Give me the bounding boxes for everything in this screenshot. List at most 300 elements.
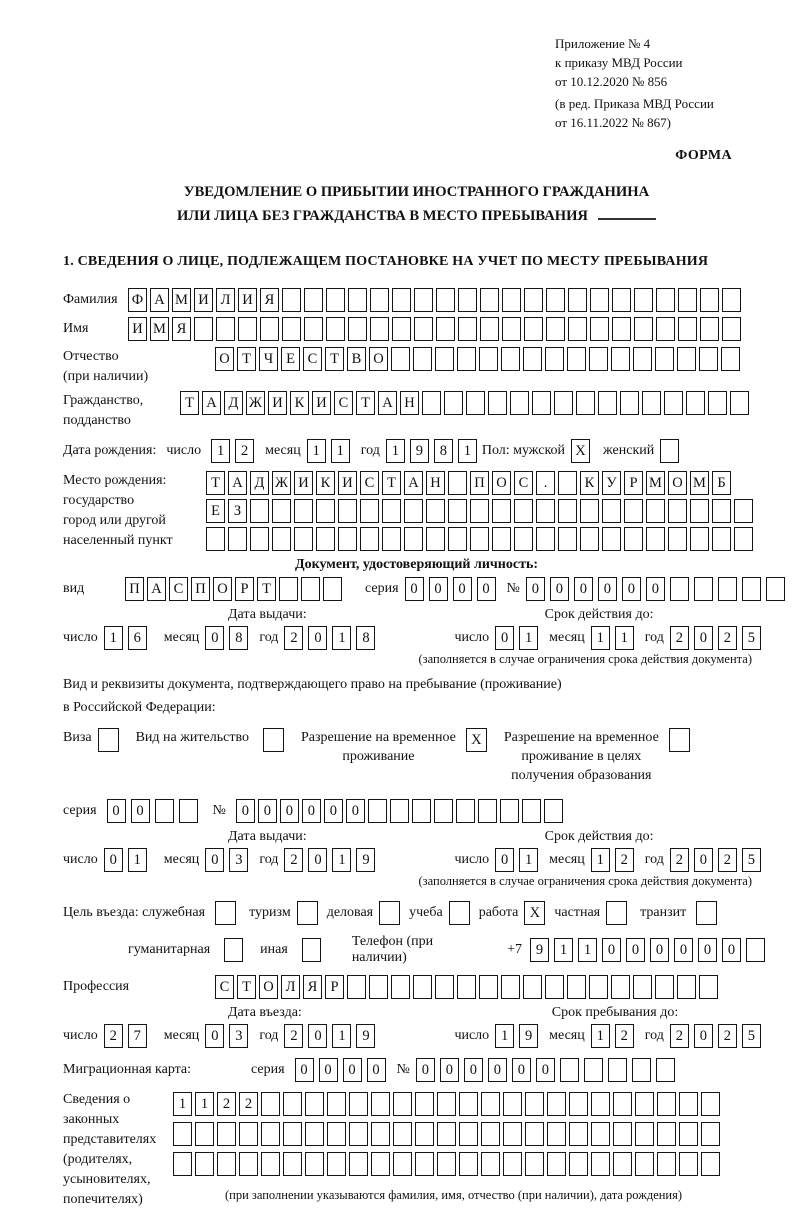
char-cell[interactable]	[701, 1092, 720, 1116]
char-cell[interactable]: 0	[650, 938, 669, 962]
char-cell[interactable]: Н	[400, 391, 419, 415]
char-cell[interactable]: 2	[670, 1024, 689, 1048]
char-cell[interactable]	[238, 317, 257, 341]
char-cell[interactable]: 8	[229, 626, 248, 650]
char-cell[interactable]: М	[150, 317, 169, 341]
char-cell[interactable]	[546, 317, 565, 341]
char-cell[interactable]	[479, 347, 498, 371]
char-cell[interactable]: М	[172, 288, 191, 312]
char-cell[interactable]	[611, 347, 630, 371]
char-cell[interactable]	[690, 527, 709, 551]
char-cell[interactable]: 2	[670, 626, 689, 650]
char-cell[interactable]: П	[470, 471, 489, 495]
char-cell[interactable]	[690, 499, 709, 523]
char-cell[interactable]: 2	[284, 1024, 303, 1048]
char-cell[interactable]: 0	[131, 799, 150, 823]
char-cell[interactable]: 0	[536, 1058, 555, 1082]
char-cell[interactable]: 0	[453, 577, 472, 601]
char-cell[interactable]	[523, 975, 542, 999]
char-cell[interactable]	[426, 499, 445, 523]
char-cell[interactable]	[449, 901, 470, 925]
char-cell[interactable]	[669, 728, 690, 752]
char-cell[interactable]: X	[524, 901, 545, 925]
char-cell[interactable]	[480, 288, 499, 312]
char-cell[interactable]	[602, 527, 621, 551]
char-cell[interactable]	[746, 938, 765, 962]
char-cell[interactable]	[544, 799, 563, 823]
char-cell[interactable]	[700, 288, 719, 312]
char-cell[interactable]: 0	[694, 626, 713, 650]
char-cell[interactable]	[316, 499, 335, 523]
char-cell[interactable]: 0	[626, 938, 645, 962]
char-cell[interactable]	[576, 391, 595, 415]
char-cell[interactable]: С	[360, 471, 379, 495]
char-cell[interactable]	[155, 799, 174, 823]
char-cell[interactable]	[660, 439, 679, 463]
char-cell[interactable]: О	[492, 471, 511, 495]
char-cell[interactable]: О	[668, 471, 687, 495]
char-cell[interactable]	[437, 1122, 456, 1146]
char-cell[interactable]	[694, 577, 713, 601]
char-cell[interactable]: 2	[615, 848, 634, 872]
char-cell[interactable]: 1	[578, 938, 597, 962]
char-cell[interactable]	[436, 317, 455, 341]
char-cell[interactable]	[612, 317, 631, 341]
char-cell[interactable]	[415, 1152, 434, 1176]
char-cell[interactable]	[591, 1122, 610, 1146]
char-cell[interactable]	[391, 975, 410, 999]
char-cell[interactable]: 1	[173, 1092, 192, 1116]
char-cell[interactable]	[633, 975, 652, 999]
char-cell[interactable]: 0	[324, 799, 343, 823]
char-cell[interactable]	[437, 1152, 456, 1176]
char-cell[interactable]	[480, 317, 499, 341]
char-cell[interactable]: 0	[343, 1058, 362, 1082]
char-cell[interactable]: 0	[574, 577, 593, 601]
char-cell[interactable]	[635, 1092, 654, 1116]
char-cell[interactable]: С	[215, 975, 234, 999]
char-cell[interactable]	[589, 975, 608, 999]
char-cell[interactable]	[523, 347, 542, 371]
char-cell[interactable]: 2	[615, 1024, 634, 1048]
char-cell[interactable]: 8	[356, 626, 375, 650]
char-cell[interactable]	[435, 975, 454, 999]
char-cell[interactable]: 1	[386, 439, 405, 463]
char-cell[interactable]	[391, 347, 410, 371]
char-cell[interactable]	[228, 527, 247, 551]
char-cell[interactable]	[326, 317, 345, 341]
char-cell[interactable]: 0	[295, 1058, 314, 1082]
char-cell[interactable]	[488, 391, 507, 415]
char-cell[interactable]: 0	[104, 848, 123, 872]
char-cell[interactable]	[206, 527, 225, 551]
char-cell[interactable]	[215, 901, 236, 925]
char-cell[interactable]	[360, 499, 379, 523]
char-cell[interactable]: 9	[519, 1024, 538, 1048]
char-cell[interactable]	[250, 499, 269, 523]
char-cell[interactable]: 1	[495, 1024, 514, 1048]
char-cell[interactable]: З	[228, 499, 247, 523]
char-cell[interactable]: И	[128, 317, 147, 341]
char-cell[interactable]: 2	[239, 1092, 258, 1116]
char-cell[interactable]: 2	[217, 1092, 236, 1116]
char-cell[interactable]: М	[646, 471, 665, 495]
char-cell[interactable]	[260, 317, 279, 341]
char-cell[interactable]: 0	[440, 1058, 459, 1082]
char-cell[interactable]	[668, 499, 687, 523]
char-cell[interactable]: 1	[195, 1092, 214, 1116]
char-cell[interactable]	[701, 1122, 720, 1146]
char-cell[interactable]: 2	[284, 848, 303, 872]
char-cell[interactable]: О	[369, 347, 388, 371]
char-cell[interactable]	[349, 1092, 368, 1116]
char-cell[interactable]: К	[290, 391, 309, 415]
char-cell[interactable]	[510, 391, 529, 415]
char-cell[interactable]: 0	[258, 799, 277, 823]
char-cell[interactable]	[217, 1152, 236, 1176]
char-cell[interactable]	[678, 317, 697, 341]
char-cell[interactable]	[481, 1092, 500, 1116]
char-cell[interactable]	[301, 577, 320, 601]
char-cell[interactable]	[272, 499, 291, 523]
char-cell[interactable]	[479, 975, 498, 999]
char-cell[interactable]	[668, 527, 687, 551]
char-cell[interactable]: А	[202, 391, 221, 415]
char-cell[interactable]	[589, 347, 608, 371]
char-cell[interactable]	[679, 1092, 698, 1116]
char-cell[interactable]: Д	[250, 471, 269, 495]
char-cell[interactable]	[283, 1092, 302, 1116]
char-cell[interactable]	[261, 1152, 280, 1176]
char-cell[interactable]	[646, 499, 665, 523]
char-cell[interactable]	[347, 975, 366, 999]
char-cell[interactable]	[371, 1092, 390, 1116]
char-cell[interactable]: А	[378, 391, 397, 415]
char-cell[interactable]	[670, 577, 689, 601]
char-cell[interactable]: Р	[624, 471, 643, 495]
char-cell[interactable]: Т	[206, 471, 225, 495]
char-cell[interactable]	[305, 1122, 324, 1146]
char-cell[interactable]: 0	[346, 799, 365, 823]
char-cell[interactable]	[458, 288, 477, 312]
char-cell[interactable]	[635, 1122, 654, 1146]
char-cell[interactable]: Ж	[272, 471, 291, 495]
char-cell[interactable]	[481, 1152, 500, 1176]
char-cell[interactable]	[436, 288, 455, 312]
char-cell[interactable]: 1	[332, 848, 351, 872]
char-cell[interactable]	[522, 799, 541, 823]
char-cell[interactable]: О	[259, 975, 278, 999]
char-cell[interactable]	[547, 1152, 566, 1176]
char-cell[interactable]	[457, 347, 476, 371]
char-cell[interactable]	[677, 975, 696, 999]
char-cell[interactable]: Т	[325, 347, 344, 371]
char-cell[interactable]: 0	[280, 799, 299, 823]
char-cell[interactable]: 0	[694, 848, 713, 872]
char-cell[interactable]: 3	[229, 1024, 248, 1048]
char-cell[interactable]	[503, 1122, 522, 1146]
char-cell[interactable]	[327, 1152, 346, 1176]
char-cell[interactable]: К	[316, 471, 335, 495]
char-cell[interactable]	[569, 1092, 588, 1116]
char-cell[interactable]	[514, 527, 533, 551]
char-cell[interactable]: И	[238, 288, 257, 312]
char-cell[interactable]	[598, 391, 617, 415]
char-cell[interactable]: 0	[495, 626, 514, 650]
char-cell[interactable]	[532, 391, 551, 415]
char-cell[interactable]	[567, 975, 586, 999]
char-cell[interactable]	[646, 527, 665, 551]
char-cell[interactable]: Е	[206, 499, 225, 523]
char-cell[interactable]: С	[514, 471, 533, 495]
char-cell[interactable]	[501, 347, 520, 371]
char-cell[interactable]: В	[347, 347, 366, 371]
char-cell[interactable]	[392, 317, 411, 341]
char-cell[interactable]	[297, 901, 318, 925]
char-cell[interactable]	[282, 288, 301, 312]
char-cell[interactable]: 1	[332, 1024, 351, 1048]
char-cell[interactable]: С	[169, 577, 188, 601]
char-cell[interactable]: Т	[356, 391, 375, 415]
char-cell[interactable]	[371, 1122, 390, 1146]
char-cell[interactable]	[503, 1092, 522, 1116]
char-cell[interactable]: 1	[554, 938, 573, 962]
char-cell[interactable]	[458, 317, 477, 341]
char-cell[interactable]	[657, 1152, 676, 1176]
char-cell[interactable]	[448, 527, 467, 551]
char-cell[interactable]	[554, 391, 573, 415]
char-cell[interactable]	[323, 577, 342, 601]
char-cell[interactable]: Т	[257, 577, 276, 601]
char-cell[interactable]	[699, 975, 718, 999]
char-cell[interactable]: 0	[405, 577, 424, 601]
char-cell[interactable]: 0	[416, 1058, 435, 1082]
char-cell[interactable]: 0	[205, 1024, 224, 1048]
char-cell[interactable]: 0	[694, 1024, 713, 1048]
char-cell[interactable]: Л	[216, 288, 235, 312]
char-cell[interactable]: 5	[742, 626, 761, 650]
char-cell[interactable]: 7	[128, 1024, 147, 1048]
char-cell[interactable]: Ч	[259, 347, 278, 371]
char-cell[interactable]	[558, 499, 577, 523]
char-cell[interactable]: 2	[284, 626, 303, 650]
char-cell[interactable]: А	[404, 471, 423, 495]
char-cell[interactable]	[261, 1122, 280, 1146]
char-cell[interactable]: 2	[718, 626, 737, 650]
char-cell[interactable]	[413, 347, 432, 371]
char-cell[interactable]	[492, 499, 511, 523]
char-cell[interactable]	[302, 938, 321, 962]
char-cell[interactable]	[305, 1092, 324, 1116]
char-cell[interactable]	[448, 471, 467, 495]
char-cell[interactable]	[721, 347, 740, 371]
char-cell[interactable]	[444, 391, 463, 415]
char-cell[interactable]	[502, 317, 521, 341]
char-cell[interactable]	[368, 799, 387, 823]
char-cell[interactable]	[327, 1122, 346, 1146]
char-cell[interactable]	[656, 317, 675, 341]
char-cell[interactable]	[560, 1058, 579, 1082]
char-cell[interactable]	[414, 288, 433, 312]
char-cell[interactable]	[422, 391, 441, 415]
char-cell[interactable]	[456, 799, 475, 823]
char-cell[interactable]: И	[194, 288, 213, 312]
char-cell[interactable]: О	[213, 577, 232, 601]
char-cell[interactable]	[348, 288, 367, 312]
char-cell[interactable]: П	[125, 577, 144, 601]
char-cell[interactable]: Я	[172, 317, 191, 341]
char-cell[interactable]: И	[338, 471, 357, 495]
char-cell[interactable]: 1	[519, 626, 538, 650]
char-cell[interactable]: 0	[429, 577, 448, 601]
char-cell[interactable]: Р	[235, 577, 254, 601]
char-cell[interactable]	[634, 317, 653, 341]
char-cell[interactable]: П	[191, 577, 210, 601]
char-cell[interactable]	[392, 288, 411, 312]
char-cell[interactable]	[536, 527, 555, 551]
char-cell[interactable]: Б	[712, 471, 731, 495]
char-cell[interactable]	[414, 317, 433, 341]
char-cell[interactable]: М	[690, 471, 709, 495]
char-cell[interactable]	[591, 1152, 610, 1176]
char-cell[interactable]	[712, 499, 731, 523]
char-cell[interactable]	[686, 391, 705, 415]
char-cell[interactable]	[525, 1122, 544, 1146]
char-cell[interactable]	[250, 527, 269, 551]
char-cell[interactable]	[502, 288, 521, 312]
char-cell[interactable]	[501, 975, 520, 999]
char-cell[interactable]: 0	[205, 848, 224, 872]
char-cell[interactable]: И	[312, 391, 331, 415]
char-cell[interactable]	[524, 288, 543, 312]
char-cell[interactable]: К	[580, 471, 599, 495]
char-cell[interactable]	[283, 1122, 302, 1146]
char-cell[interactable]: Т	[180, 391, 199, 415]
char-cell[interactable]	[635, 1152, 654, 1176]
char-cell[interactable]	[679, 1152, 698, 1176]
char-cell[interactable]	[568, 317, 587, 341]
char-cell[interactable]	[195, 1152, 214, 1176]
char-cell[interactable]	[393, 1152, 412, 1176]
char-cell[interactable]	[294, 527, 313, 551]
char-cell[interactable]: 0	[622, 577, 641, 601]
char-cell[interactable]: А	[147, 577, 166, 601]
char-cell[interactable]	[371, 1152, 390, 1176]
char-cell[interactable]: 0	[602, 938, 621, 962]
char-cell[interactable]	[546, 288, 565, 312]
char-cell[interactable]	[734, 499, 753, 523]
char-cell[interactable]: Н	[426, 471, 445, 495]
char-cell[interactable]: 0	[512, 1058, 531, 1082]
char-cell[interactable]	[766, 577, 785, 601]
char-cell[interactable]	[304, 317, 323, 341]
char-cell[interactable]: 0	[495, 848, 514, 872]
char-cell[interactable]	[712, 527, 731, 551]
char-cell[interactable]: 1	[332, 626, 351, 650]
char-cell[interactable]	[305, 1152, 324, 1176]
char-cell[interactable]	[611, 975, 630, 999]
char-cell[interactable]	[580, 499, 599, 523]
char-cell[interactable]	[216, 317, 235, 341]
char-cell[interactable]: Т	[382, 471, 401, 495]
char-cell[interactable]: Ф	[128, 288, 147, 312]
char-cell[interactable]	[459, 1122, 478, 1146]
char-cell[interactable]	[525, 1092, 544, 1116]
char-cell[interactable]: Л	[281, 975, 300, 999]
char-cell[interactable]	[699, 347, 718, 371]
char-cell[interactable]: 1	[615, 626, 634, 650]
char-cell[interactable]: 2	[670, 848, 689, 872]
char-cell[interactable]	[657, 1122, 676, 1146]
char-cell[interactable]	[338, 527, 357, 551]
char-cell[interactable]	[379, 901, 400, 925]
char-cell[interactable]: 1	[104, 626, 123, 650]
char-cell[interactable]	[179, 799, 198, 823]
char-cell[interactable]: 0	[526, 577, 545, 601]
char-cell[interactable]: 0	[477, 577, 496, 601]
char-cell[interactable]: У	[602, 471, 621, 495]
char-cell[interactable]	[327, 1092, 346, 1116]
char-cell[interactable]: 0	[698, 938, 717, 962]
char-cell[interactable]: 9	[410, 439, 429, 463]
char-cell[interactable]	[426, 527, 445, 551]
char-cell[interactable]	[437, 1092, 456, 1116]
char-cell[interactable]	[261, 1092, 280, 1116]
char-cell[interactable]	[633, 347, 652, 371]
char-cell[interactable]: Ж	[246, 391, 265, 415]
char-cell[interactable]: 1	[591, 626, 610, 650]
char-cell[interactable]	[282, 317, 301, 341]
char-cell[interactable]: И	[268, 391, 287, 415]
char-cell[interactable]	[481, 1122, 500, 1146]
char-cell[interactable]	[677, 347, 696, 371]
char-cell[interactable]	[580, 527, 599, 551]
char-cell[interactable]	[194, 317, 213, 341]
char-cell[interactable]	[642, 391, 661, 415]
char-cell[interactable]	[722, 288, 741, 312]
char-cell[interactable]: С	[334, 391, 353, 415]
char-cell[interactable]	[608, 1058, 627, 1082]
char-cell[interactable]: Я	[260, 288, 279, 312]
char-cell[interactable]	[679, 1122, 698, 1146]
char-cell[interactable]	[370, 288, 389, 312]
char-cell[interactable]: О	[215, 347, 234, 371]
char-cell[interactable]	[98, 728, 119, 752]
char-cell[interactable]	[457, 975, 476, 999]
char-cell[interactable]	[492, 527, 511, 551]
char-cell[interactable]	[279, 577, 298, 601]
char-cell[interactable]: 1	[128, 848, 147, 872]
char-cell[interactable]	[584, 1058, 603, 1082]
char-cell[interactable]: 0	[550, 577, 569, 601]
char-cell[interactable]	[239, 1122, 258, 1146]
char-cell[interactable]	[326, 288, 345, 312]
char-cell[interactable]: 6	[128, 626, 147, 650]
char-cell[interactable]: 5	[742, 1024, 761, 1048]
char-cell[interactable]: 1	[519, 848, 538, 872]
char-cell[interactable]	[382, 499, 401, 523]
char-cell[interactable]	[404, 499, 423, 523]
char-cell[interactable]	[370, 317, 389, 341]
char-cell[interactable]	[390, 799, 409, 823]
char-cell[interactable]: X	[571, 439, 590, 463]
char-cell[interactable]	[404, 527, 423, 551]
char-cell[interactable]	[536, 499, 555, 523]
char-cell[interactable]	[545, 347, 564, 371]
char-cell[interactable]	[217, 1122, 236, 1146]
char-cell[interactable]: 9	[356, 1024, 375, 1048]
char-cell[interactable]	[722, 317, 741, 341]
